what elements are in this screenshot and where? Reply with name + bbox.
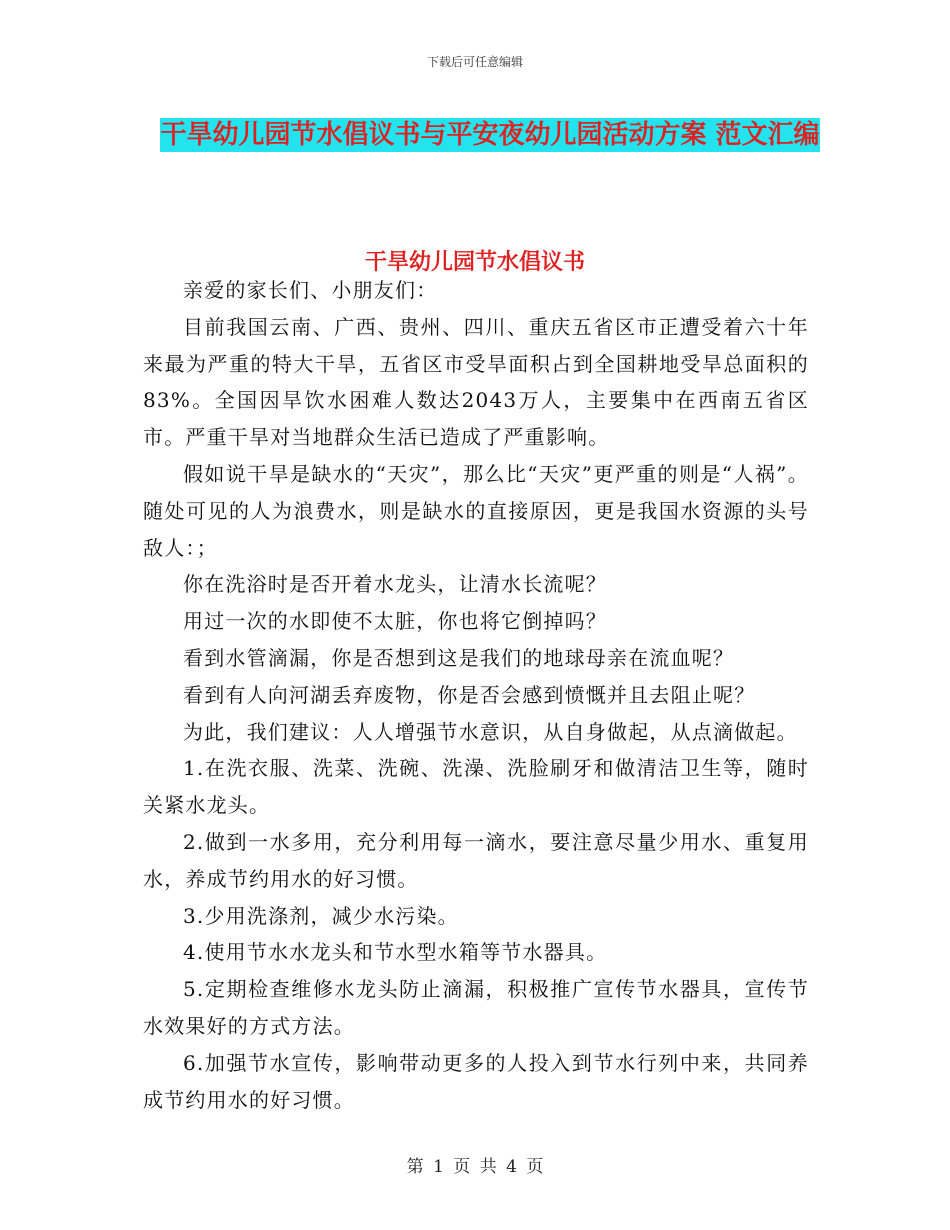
list-item: 3.少用洗涤剂，减少水污染。 [183,903,459,928]
list-item: 1.在洗衣服、洗菜、洗碗、洗澡、洗脸刷牙和做清洁卫生等，随时关紧水龙头。 [143,756,809,818]
list-item: 2.做到一水多用，充分利用每一滴水，要注意尽量少用水、重复用水，养成节约用水的好习惯。 [143,829,809,891]
paragraph: 看到有人向河湖丢弃废物，你是否会感到愤慨并且去阻止呢？ [183,682,756,707]
paragraph: 用过一次的水即使不太脏，你也将它倒掉吗？ [183,609,607,634]
section-title: 干旱幼儿园节水倡议书 [364,250,585,275]
list-item: 4.使用节水水龙头和节水型水箱等节水器具。 [183,940,608,965]
paragraph: 亲爱的家长们、小朋友们： [183,278,438,302]
page-number: 第 1 页 共 4 页 [406,1157,544,1177]
list-item: 6.加强节水宣传，影响带动更多的人投入到节水行列中来，共同养成节约用水的好习惯。 [143,1050,809,1112]
paragraph: 看到水管滴漏，你是否想到这是我们的地球母亲在流血呢？ [183,645,735,670]
list-item: 5.定期检查维修水龙头防止滴漏，积极推广宣传节水器具，宣传节水效果好的方式方法。 [143,977,809,1038]
document-title [150,112,830,158]
header-note: 下载后可任意编辑 [426,55,523,69]
paragraph: 假如说干旱是缺水的“天灾”，那么比“天灾”更严重的则是“人祸”。随处可见的人为浪费水，则是缺水的直接原因，更是我国水资源的头号敌人：； [143,461,809,560]
document-title-text: 干旱幼儿园节水倡议书与平安夜幼儿园活动方案 范文汇编 [160,120,820,150]
paragraph: 为此，我们建议：人人增强节水意识，从自身做起，从点滴做起。 [183,719,798,744]
paragraph: 目前我国云南、广西、贵州、四川、重庆五省区市正遭受着六十年来最为严重的特大干旱，五省区市受旱面积占到全国耕地受旱总面积的83%。全国因旱饮水困难人数达2043万人，主要集中在西南五省区市。严重干旱对当地群众生活已造成了严重影响。 [143,314,809,450]
document-body [143,272,809,1118]
paragraph: 你在洗浴时是否开着水龙头，让清水长流呢？ [183,572,607,597]
